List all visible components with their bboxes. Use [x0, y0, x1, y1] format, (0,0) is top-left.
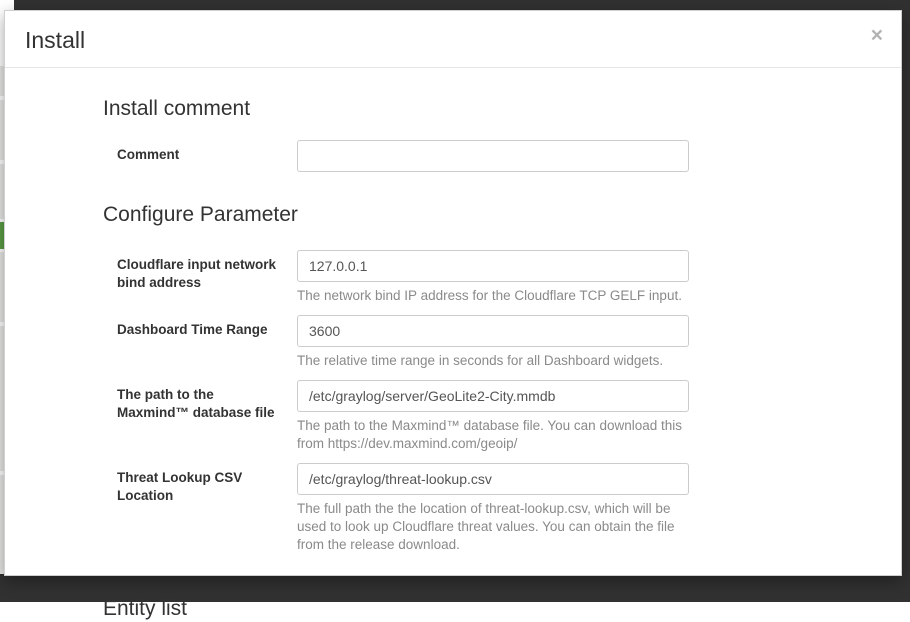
cloudflare-bind-address-row: [25, 250, 881, 305]
maxmind-db-path-row: [25, 380, 881, 453]
threat-lookup-csv-label: Threat Lookup CSV Location: [117, 470, 243, 503]
backdrop-top-bar: [0, 0, 910, 10]
cloudflare-bind-address-label: Cloudflare input network bind address: [117, 257, 277, 290]
maxmind-db-path-label: The path to the Maxmind™ database file: [117, 387, 275, 420]
threat-lookup-csv-help: The full path the the location of threat-lookup.csv, which will be used to look up Cloudflare threat values. You can obtain the file from the release download.: [297, 501, 675, 552]
dashboard-time-range-row: [25, 315, 881, 370]
dashboard-time-range-label: Dashboard Time Range: [117, 322, 268, 337]
modal-header: [5, 11, 901, 68]
comment-input[interactable]: [297, 140, 689, 172]
dashboard-time-range-help: The relative time range in seconds for all Dashboard widgets.: [297, 353, 664, 368]
comment-field-row: [25, 140, 881, 174]
comment-label: Comment: [117, 147, 180, 162]
close-icon[interactable]: ×: [870, 24, 883, 47]
install-modal: [4, 10, 902, 620]
threat-lookup-csv-input[interactable]: [297, 463, 689, 495]
maxmind-db-path-help: The path to the Maxmind™ database file. You can download this from https://dev.maxmind.com/geoip/: [297, 418, 683, 451]
maxmind-db-path-input[interactable]: [297, 380, 689, 412]
install-comment-heading: Install comment: [103, 97, 251, 120]
configure-parameter-heading: Configure Parameter: [103, 203, 298, 226]
entity-list-heading: Entity list: [103, 597, 188, 620]
cloudflare-bind-address-help: The network bind IP address for the Cloudflare TCP GELF input.: [297, 288, 682, 303]
modal-body: [5, 68, 901, 620]
dashboard-time-range-input[interactable]: [297, 315, 689, 347]
page-title: Install: [25, 27, 86, 53]
threat-lookup-csv-row: [25, 463, 881, 554]
cloudflare-bind-address-input[interactable]: [297, 250, 689, 282]
